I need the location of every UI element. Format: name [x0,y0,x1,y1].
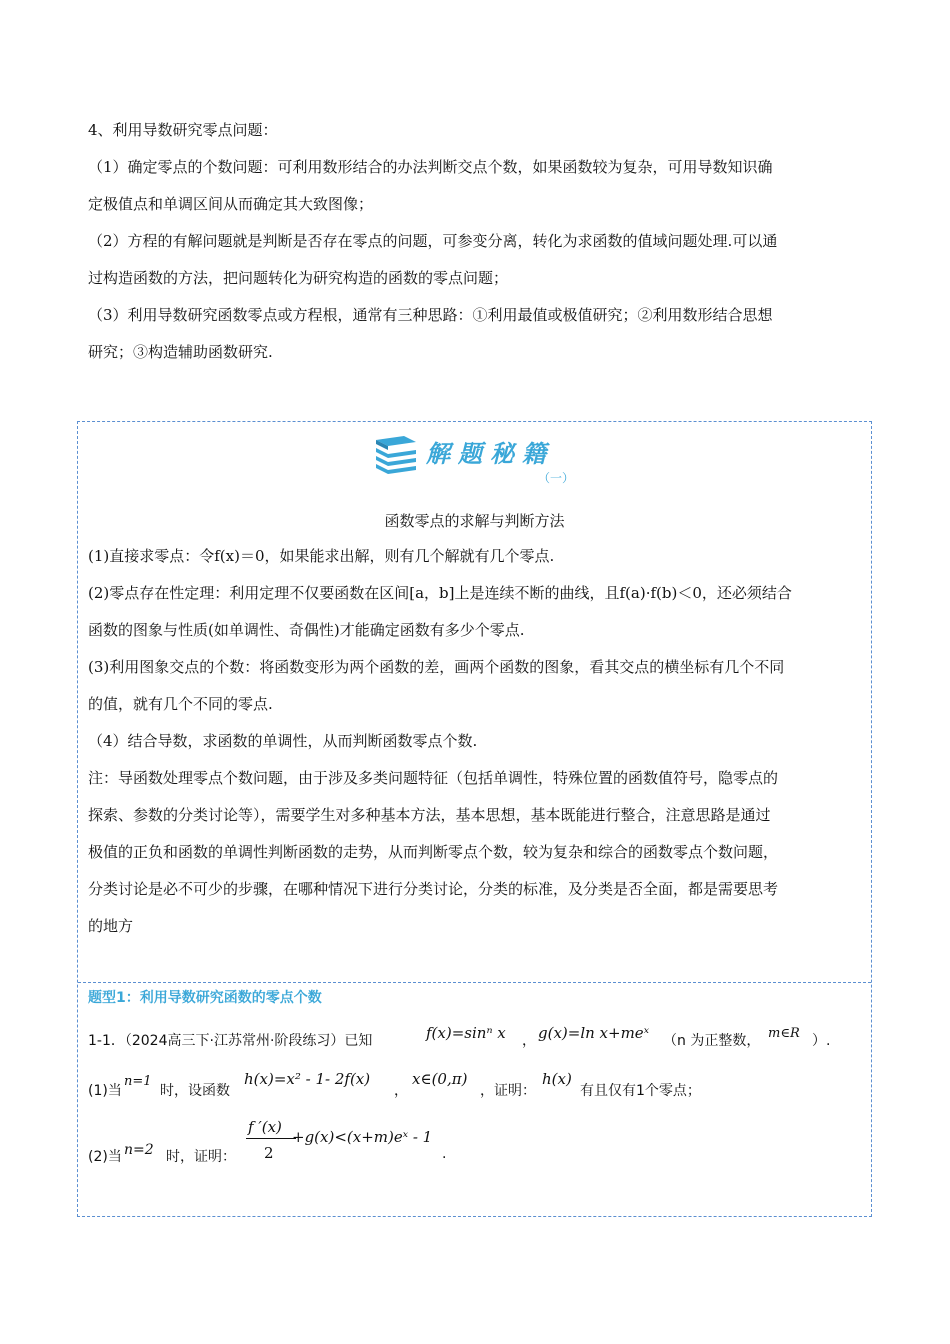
part2-prefix: (2)当 [88,1149,122,1165]
tips-line: (3)利用图象交点的个数：将函数变形为两个函数的差，画两个函数的图象，看其交点的横坐标有几个不同 [88,658,785,676]
comma: ， [394,1083,408,1099]
formula-f: f(x)=sinⁿ x [426,1024,506,1042]
question-stem [88,1016,864,1058]
intro-line: 定极值点和单调区间从而确定其大致图像； [88,195,374,213]
book-stack-icon [374,434,418,474]
intro-line: （1）确定零点的个数问题：可利用数形结合的办法判断交点个数，如果函数较为复杂，可用导数知识确 [88,158,773,176]
formula-domain: x∈(0,π) [412,1070,468,1088]
comma: ， [522,1033,536,1049]
fraction-denominator: 2 [264,1144,274,1162]
banner-title: 解题秘籍 [426,439,554,468]
part1-tail: 有且仅有1个零点； [580,1083,701,1099]
fraction-numerator: f ′(x) [248,1118,282,1136]
tips-box [77,421,872,1217]
tips-line: 分类讨论是必不可少的步骤，在哪种情况下进行分类讨论，分类的标准，及分类是否全面，都是需要思考 [88,880,779,898]
formula-h: h(x)=x² - 1- 2f(x) [244,1070,371,1088]
intro-line: 过构造函数的方法，把问题转化为研究构造的函数的零点问题； [88,269,509,287]
formula-hx: h(x) [542,1070,572,1088]
question-note: （n 为正整数， [663,1033,761,1049]
part-1 [88,1058,864,1110]
tips-line: 函数的图象与性质(如单调性、奇偶性)才能确定函数有多少个零点. [88,621,525,639]
intro-line: （3）利用导数研究函数零点或方程根，通常有三种思路：①利用最值或极值研究；②利用数形结合思想 [88,306,773,324]
formula-n1: n=1 [124,1074,152,1089]
tips-line: 探索、参数的分类讨论等），需要学生对多种基本方法，基本思想，基本既能进行整合，注意思路是通过 [88,806,771,824]
part2-end: . [442,1146,447,1162]
part1-prove: ，证明： [480,1083,536,1099]
question-area [88,986,864,1180]
section-title: 函数零点的求解与判断方法 [384,512,565,530]
intro-section [88,112,868,371]
question-prefix: 1-1．（2024高三下·江苏常州·阶段练习）已知 [88,1033,373,1049]
formula-g: g(x)=ln x+meˣ [538,1024,650,1042]
intro-line: 4、利用导数研究零点问题： [88,121,278,139]
part1-prefix: (1)当 [88,1083,122,1099]
tips-line: （4）结合导数，求函数的单调性，从而判断函数零点个数. [88,732,478,750]
intro-line: （2）方程的有解问题就是判断是否存在零点的问题，可参变分离，转化为求函数的值域问题处理.可以通 [88,232,778,250]
formula-inequality: +g(x)<(x+m)eˣ - 1 [292,1128,433,1146]
tips-line: (2)零点存在性定理：利用定理不仅要函数在区间[a，b]上是连续不断的曲线，且f(a)·f(b)＜0，还必须结合 [88,584,792,602]
tips-line: 极值的正负和函数的单调性判断函数的走势，从而判断零点个数，较为复杂和综合的函数零点个数问题， [88,843,779,861]
tips-banner [374,432,594,487]
part2-mid: 时，证明： [166,1149,236,1165]
banner-subtitle: （一） [538,471,575,485]
formula-n2: n=2 [124,1142,154,1158]
intro-line: 研究；③构造辅助函数研究. [88,343,273,361]
tips-line: 注：导函数处理零点个数问题，由于涉及多类问题特征（包括单调性，特殊位置的函数值符号，隐零点的 [88,769,779,787]
part-2 [88,1110,864,1180]
formula-m: m∈R [768,1026,800,1041]
tips-line: 的地方 [88,917,134,935]
question-type-title: 题型1：利用导数研究函数的零点个数 [88,990,322,1006]
part1-mid: 时，设函数 [160,1083,230,1099]
tips-line: (1)直接求零点：令f(x)＝0，如果能求出解，则有几个解就有几个零点. [88,547,555,565]
fraction-bar [246,1138,296,1139]
tips-line: 的值，就有几个不同的零点. [88,695,273,713]
question-end: ）. [812,1033,831,1049]
tips-body [88,538,864,945]
box-divider [78,982,871,983]
